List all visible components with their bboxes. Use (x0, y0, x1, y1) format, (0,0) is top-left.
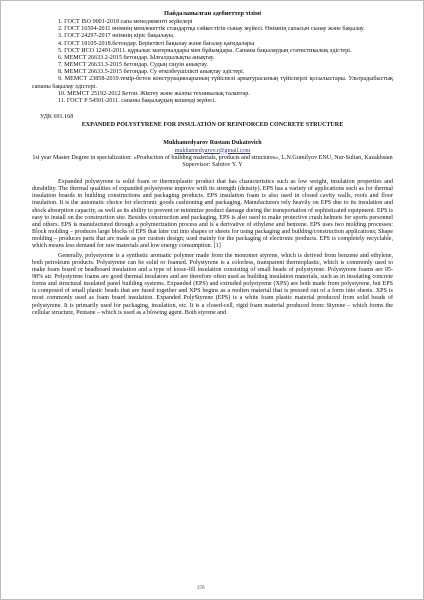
author-affiliation: 1st year Master Degree in specialization: «Production of building materials, products and structures», L.N.Gumilyov ENU, Nur-Sultan, Kazakhstan (32, 154, 393, 161)
reference-item: 10. МЕМСТ 25192-2012 Бетон. Жіктеу және жалпы техникалық талаптар. (58, 90, 250, 97)
reference-item: 1. ГОСТ ISO 9001-2018 сапа менеджменті жүйелері (58, 19, 193, 26)
reference-item: 8. МЕМСТ 26633.5-2015 бетондар. Су өткізбеушілікті анықтау әдістері. (58, 69, 245, 76)
reference-item: 3. ГОСТ 24297-2017 өнімнің кіріс бақылауы. (58, 33, 175, 40)
supervisor-line: Supervisor: Sabitov Y. Y (182, 161, 243, 168)
reference-item: 5. ГОСТ ИСО 12491-2011. құрылыс материалдары мен бұйымдары. Сапаны бақылаудың статистикалық әдістері. (58, 47, 352, 54)
reference-item: 7. МЕМСТ 26633.3-2015 бетондар. Судың сіңуін анықтау. (58, 62, 208, 69)
reference-item: 6. МЕМСТ 26633.2-2015 бетондар. Ылғалдылықты анықтау. (58, 54, 215, 61)
reference-item: 2. ГОСТ 16504-2011 өнімнің мемлекеттік стандартқа сәйкестігін сынау жүйесі. Өнімнің сапасын сынау және бақылау. (58, 26, 365, 33)
udk-code: УДК 691.168 (40, 114, 74, 121)
author-name: Mukhamedyarov Rustam Dukatovich (163, 140, 262, 147)
reference-item: 4. ГОСТ 18105-2018.бетондар. Беріктікті бақылау және бағалау қағидалары (58, 40, 255, 47)
references-list (32, 19, 393, 105)
body-paragraph: Expanded polystyrene is solid foam or thermoplastic product that has characteristics such as low weight, insulation properties and durability. The thermal qualities of expanded polystyrene improve with its strength (density). EPS has a variety of applications such as for thermal insulation boards in building constructions and packaging products. EPS insulation foam is also used in closed cavity walls, roofs and floor insulation. It is the automatic choice for electronic goods cushioning and packaging. Manufacturers rely heavily on EPS due to its insulation and shock absorption capacity, as well as its ability to prevent or minimize product damage during the transportation of sophisticated equipment. EPS is easy to install on the construction site. Besides construction and packaging, EPS is also used to make protective crash helmets for sports personnel and others. EPS is manufactured through a polymerization process and is a derivative of ethylene and benzene. EPS uses two molding processes: Block molding – produces large blocks of EPS that later cut into shapes or sheets for using packaging and building/construction applications; Shape molding – produces parts that are made as per custom design; used mainly for the packaging of electronic products. EPS is completely recyclable, which means less demand for raw materials and low energy consumption. [1] (32, 178, 393, 250)
body-paragraph: Generally, polystyrene is a synthetic aromatic polymer made from the monomer styrene, which is derived from benzene and ethylene, both petroleum products. Polystyrene can be solid or foamed. Polystyrene is a colorless, transparent thermoplastic, which is commonly used to make foam board or beadboard insulation and a type of loose-fill insulation consisting of small beads of polystyrene. Polystyrene foams are 95-98% air. Polystyrene foams are good thermal insulators and are therefore often used as building insulation materials, such as in insulating concrete forms and structural insulated panel building systems. Expanded (EPS) and extruded polystyrene (XPS) are both made from polystyrene, but EPS is composed of small plastic beads that are fused together and XPS begins as a molten material that is pressed out of a form into sheets. XPS is most commonly used as foam board insulation. Expanded PolyStyrene (EPS) is a white foam plastic material produced from solid beads of polystyrene. It is primarily used for packaging, insulation, etc. It is a closed-cell, rigid foam material produced from: Styrene – which forms the cellular structure, Pentane – which is used as a blowing agent. Both styrene and (32, 252, 393, 316)
page-number: 370 (197, 586, 205, 591)
reference-item: 9. МЕМСТ 23858-2019.темір-бетон конструкцияларының түйіспелі арматурасының түйісперлі қосылыстары. Ультрадыбыстық сапаны бақылау әдістері. (32, 76, 393, 90)
reference-item: 11. ГОСТ Р 54501-2011. сапаны бақылаудың кешенді жүйесі. (58, 97, 217, 104)
article-title: EXPANDED POLYSTYRENE FOR INSULATION OF REINFORCED CONCRETE STRUCTURE (81, 122, 344, 129)
author-email-link[interactable]: mukhamedyarov.r@gmail.com (174, 147, 251, 154)
references-title: Пайдаланылған әдебиеттер тізімі (163, 10, 262, 17)
